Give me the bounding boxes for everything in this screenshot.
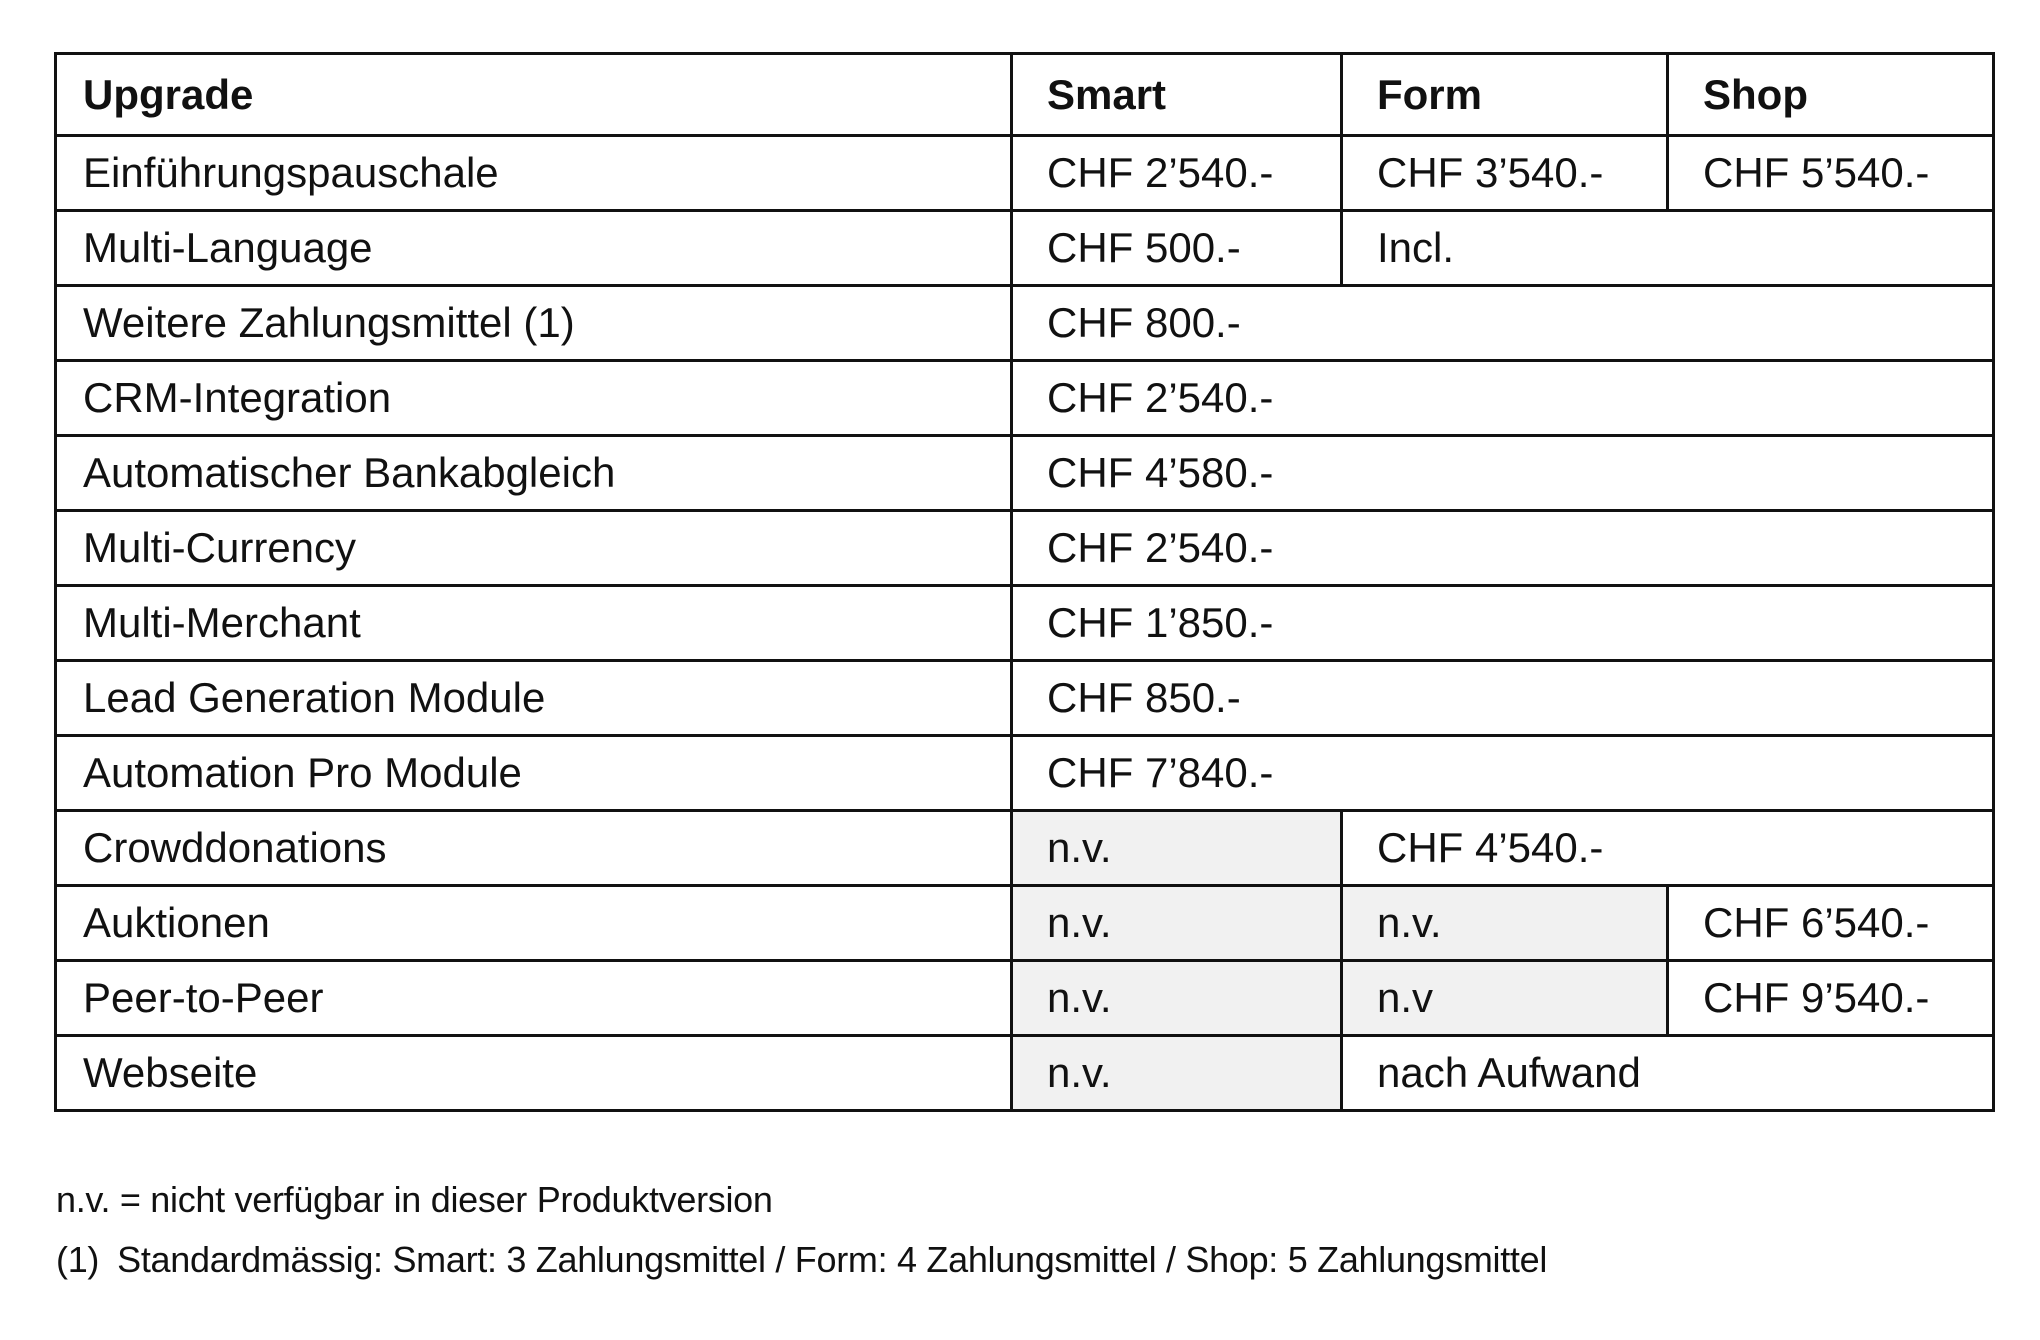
table-header-row (56, 54, 1994, 136)
table-row (56, 361, 1994, 436)
table-row (56, 961, 1994, 1036)
row-label: Automation Pro Module (56, 736, 1012, 811)
price-all-plans: CHF 850.- (1012, 661, 1994, 736)
row-label: Crowddonations (56, 811, 1012, 886)
table-row (56, 661, 1994, 736)
price-smart-not-available: n.v. (1012, 1036, 1342, 1111)
header-plan-form: Form (1342, 54, 1668, 136)
price-smart-not-available: n.v. (1012, 961, 1342, 1036)
row-label: Automatischer Bankabgleich (56, 436, 1012, 511)
price-all-plans: CHF 7’840.- (1012, 736, 1994, 811)
price-form-shop: Incl. (1342, 211, 1994, 286)
price-all-plans: CHF 800.- (1012, 286, 1994, 361)
row-label: Multi-Currency (56, 511, 1012, 586)
row-label: Weitere Zahlungsmittel (1) (56, 286, 1012, 361)
price-smart-not-available: n.v. (1012, 886, 1342, 961)
header-plan-shop: Shop (1668, 54, 1994, 136)
footnote-1 (56, 1230, 1547, 1290)
table-row (56, 436, 1994, 511)
price-all-plans: CHF 1’850.- (1012, 586, 1994, 661)
row-label: Webseite (56, 1036, 1012, 1111)
table-row (56, 586, 1994, 661)
footnote-number: (1) (56, 1239, 100, 1280)
table-row (56, 736, 1994, 811)
row-label: Multi-Language (56, 211, 1012, 286)
price-smart: CHF 500.- (1012, 211, 1342, 286)
price-form-not-available: n.v (1342, 961, 1668, 1036)
price-shop: CHF 9’540.- (1668, 961, 1994, 1036)
price-smart: CHF 2’540.- (1012, 136, 1342, 211)
row-label: Einführungspauschale (56, 136, 1012, 211)
price-smart-not-available: n.v. (1012, 811, 1342, 886)
row-label: Peer-to-Peer (56, 961, 1012, 1036)
row-label: Lead Generation Module (56, 661, 1012, 736)
price-shop: CHF 6’540.- (1668, 886, 1994, 961)
table-row (56, 136, 1994, 211)
table-row (56, 211, 1994, 286)
row-label: Multi-Merchant (56, 586, 1012, 661)
table-row (56, 811, 1994, 886)
footnotes (56, 1170, 1547, 1290)
price-all-plans: CHF 2’540.- (1012, 361, 1994, 436)
nv-legend: n.v. = nicht verfügbar in dieser Produktversion (56, 1179, 773, 1220)
table-row (56, 286, 1994, 361)
price-form-shop: CHF 4’540.- (1342, 811, 1994, 886)
upgrade-pricing-table (54, 52, 1995, 1112)
row-label: Auktionen (56, 886, 1012, 961)
table-row (56, 886, 1994, 961)
table-row (56, 1036, 1994, 1111)
price-all-plans: CHF 2’540.- (1012, 511, 1994, 586)
table-row (56, 511, 1994, 586)
header-plan-smart: Smart (1012, 54, 1342, 136)
header-upgrade: Upgrade (56, 54, 1012, 136)
price-all-plans: CHF 4’580.- (1012, 436, 1994, 511)
price-form-shop: nach Aufwand (1342, 1036, 1994, 1111)
price-form: CHF 3’540.- (1342, 136, 1668, 211)
price-form-not-available: n.v. (1342, 886, 1668, 961)
row-label: CRM-Integration (56, 361, 1012, 436)
price-shop: CHF 5’540.- (1668, 136, 1994, 211)
footnote-text: Standardmässig: Smart: 3 Zahlungsmittel / Form: 4 Zahlungsmittel / Shop: 5 Zahlungsmittel (117, 1239, 1548, 1280)
